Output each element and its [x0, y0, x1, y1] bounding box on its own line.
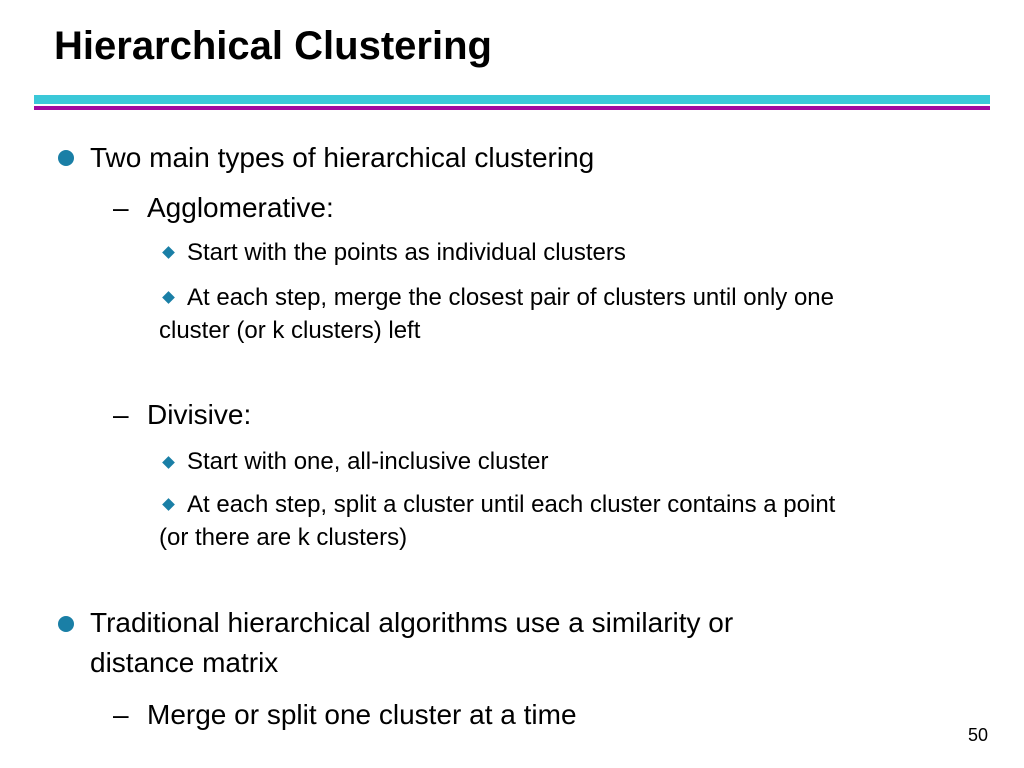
detail-text: Start with the points as individual clusters [187, 239, 626, 266]
dash-icon: – [113, 192, 129, 223]
detail-text: At each step, merge the closest pair of clusters until only one [187, 284, 835, 311]
page-number: 50 [967, 725, 988, 745]
title-rule-magenta [34, 106, 990, 110]
bullet-text: Traditional hierarchical algorithms use a similarity or [90, 607, 734, 638]
dash-icon: – [113, 399, 129, 430]
title-rule-cyan-thin [34, 101, 990, 104]
detail-text: At each step, split a cluster until each cluster contains a point [187, 491, 836, 518]
diamond-bullet-icon [162, 456, 175, 469]
diamond-bullet-icon [162, 291, 175, 304]
detail-text-continued: (or there are k clusters) [159, 524, 408, 551]
slide-title: Hierarchical Clustering [54, 24, 492, 68]
bullet-dot-icon [58, 150, 74, 166]
sub-bullet-text: Agglomerative: [147, 192, 334, 223]
diamond-bullet-icon [162, 246, 175, 259]
bullet-dot-icon [58, 616, 74, 632]
diamond-bullet-icon [162, 498, 175, 511]
bullet-text-continued: distance matrix [90, 647, 279, 678]
bullet-text: Two main types of hierarchical clustering [90, 142, 595, 173]
dash-icon: – [113, 699, 129, 730]
sub-bullet-text: Merge or split one cluster at a time [147, 699, 577, 730]
detail-text: Start with one, all-inclusive cluster [187, 448, 549, 475]
detail-text-continued: cluster (or k clusters) left [159, 317, 421, 344]
sub-bullet-text: Divisive: [147, 399, 252, 430]
